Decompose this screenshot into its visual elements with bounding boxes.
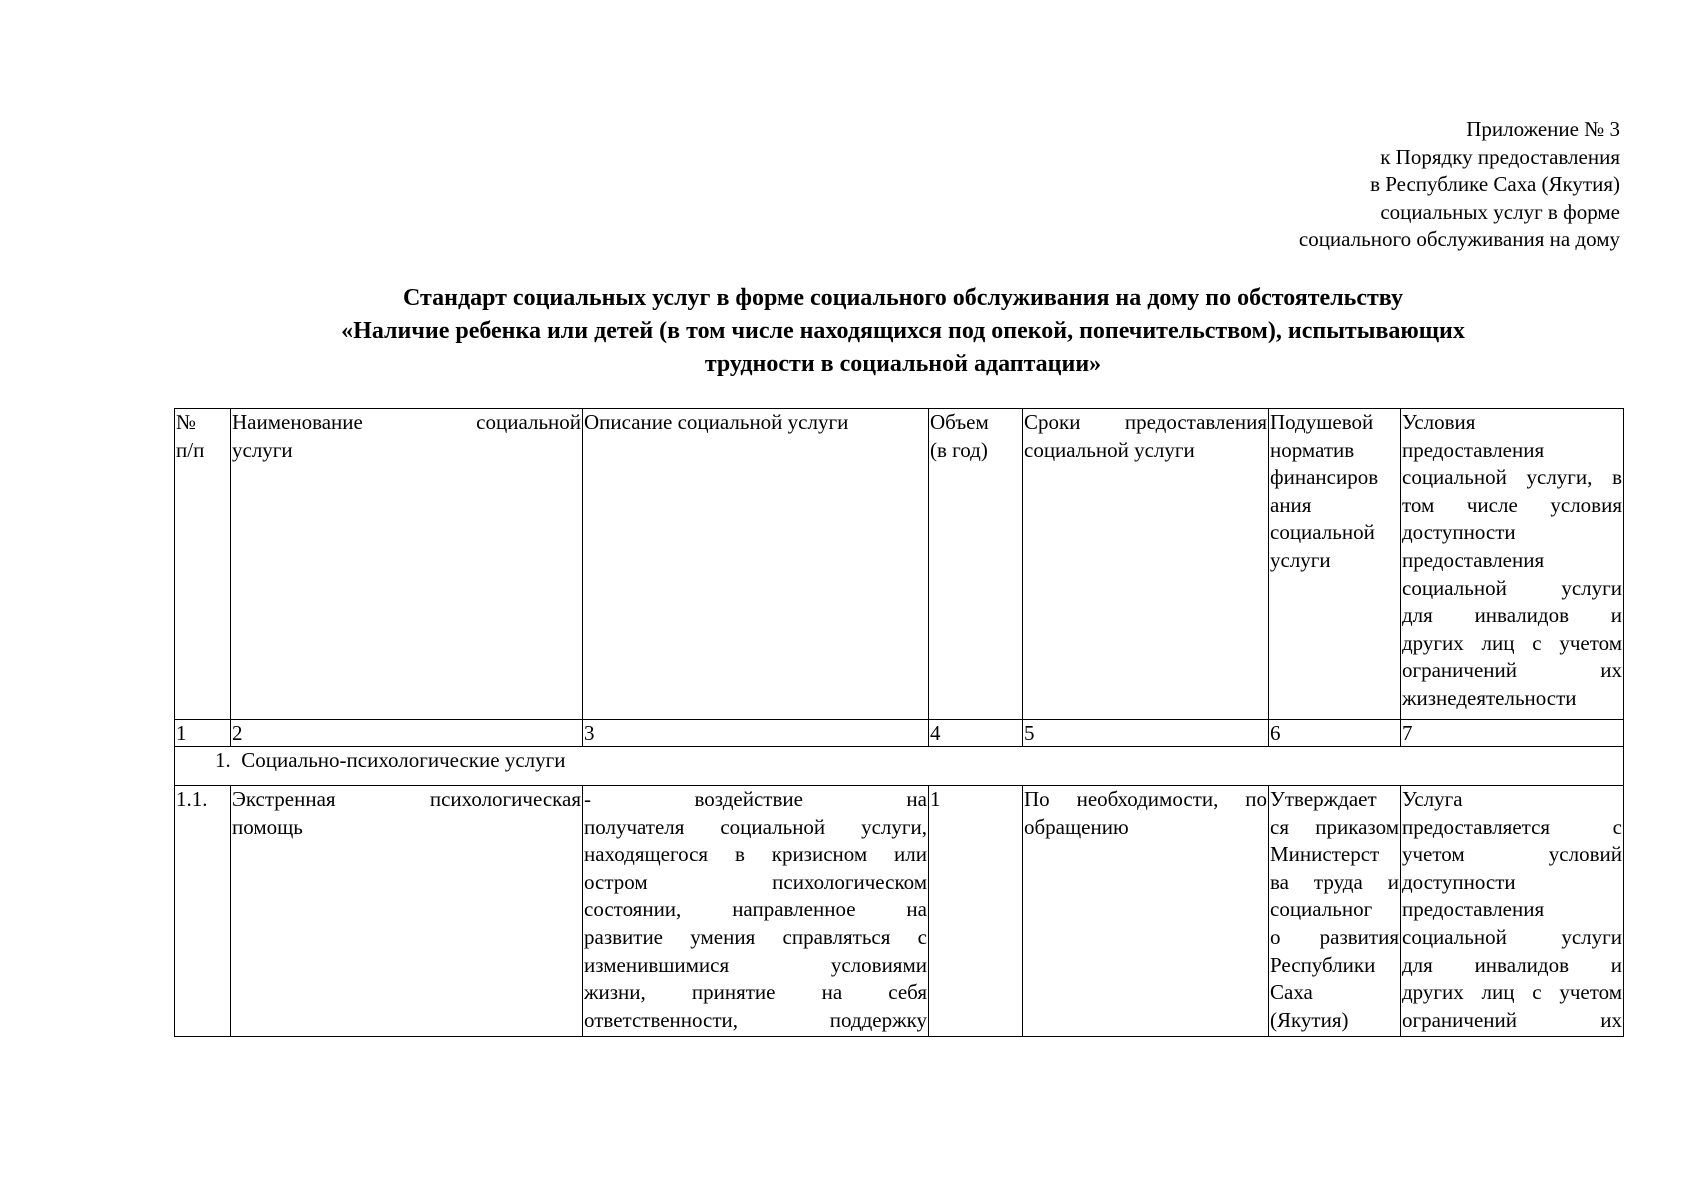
appendix-line: к Порядку предоставления xyxy=(1380,144,1620,169)
cell-text-line: Министерст xyxy=(1270,842,1380,867)
cell-text-line: предоставления xyxy=(1402,547,1545,572)
section-heading xyxy=(175,747,1624,786)
cell-text-line: доступности xyxy=(1402,520,1516,545)
header-normative xyxy=(1269,409,1401,720)
cell-text-line: Услуга xyxy=(1402,787,1463,811)
cell-text-line: о развития xyxy=(1270,924,1399,949)
column-number-row xyxy=(175,720,1624,747)
row-terms xyxy=(1023,786,1269,1037)
appendix-block xyxy=(1200,116,1620,254)
cell-text-line: обращению xyxy=(1024,814,1129,839)
cell-text-line: ограничений их xyxy=(1402,1007,1622,1032)
cell-text-line: Сроки предоставления xyxy=(1024,410,1267,434)
cell-text-line: Объем xyxy=(930,410,989,434)
cell-text-line: Подушевой xyxy=(1270,410,1374,434)
cell-text-line: для инвалидов и xyxy=(1402,952,1622,977)
header-name xyxy=(231,409,583,720)
section-title: Социально-психологические услуги xyxy=(241,748,566,772)
cell-text-line: жизни, принятие на себя xyxy=(584,980,927,1005)
header-volume xyxy=(929,409,1023,720)
standard-table xyxy=(174,408,1624,1037)
cell-text-line: ва труда и xyxy=(1270,869,1399,894)
cell-text-line: находящегося в кризисном или xyxy=(584,842,927,867)
cell-text-line: социальной услуги, в xyxy=(1402,465,1622,490)
cell-text-line: состоянии, направленное на xyxy=(584,897,927,922)
cell-text-line: норматив xyxy=(1270,437,1355,462)
cell-text-line: социальной xyxy=(1270,520,1375,545)
title-line: Стандарт социальных услуг в форме социального обслуживания на дому по обстоятельству xyxy=(403,285,1403,311)
cell-text-line: Саха xyxy=(1270,980,1313,1005)
cell-text-line: социальной услуги xyxy=(1024,437,1195,462)
cell-text-line: получателя социальной услуги, xyxy=(584,814,927,839)
table-row xyxy=(175,786,1624,1037)
cell-text-line: социальной услуги xyxy=(1402,575,1622,600)
section-row xyxy=(175,747,1624,786)
document-title xyxy=(180,282,1626,381)
column-number: 4 xyxy=(929,720,1023,747)
title-line: трудности в социальной адаптации» xyxy=(704,351,1102,377)
cell-text-line: социальной услуги xyxy=(1402,924,1622,949)
appendix-line: Приложение № 3 xyxy=(1466,117,1620,141)
column-number: 7 xyxy=(1401,720,1624,747)
cell-text-line: № xyxy=(176,410,197,434)
cell-text-line: предоставления xyxy=(1402,437,1545,462)
cell-text-line: финансиров xyxy=(1270,465,1379,490)
cell-text-line: услуги xyxy=(1270,547,1331,572)
cell-text-line: - воздействие на xyxy=(584,787,927,811)
cell-text-line: Республики xyxy=(1270,952,1376,977)
cell-text-line: (Якутия) xyxy=(1270,1007,1349,1032)
row-conditions xyxy=(1401,786,1624,1037)
header-row xyxy=(175,409,1624,720)
cell-text-line: остром психологическом xyxy=(584,869,927,894)
cell-text-line: (в год) xyxy=(930,437,988,462)
section-number: 1. xyxy=(215,748,231,772)
cell-text-line: социальног xyxy=(1270,897,1373,922)
appendix-line: в Республике Саха (Якутия) xyxy=(1370,172,1620,196)
header-terms xyxy=(1023,409,1269,720)
cell-text-line: п/п xyxy=(176,437,205,462)
cell-text-line: ания xyxy=(1270,492,1312,517)
column-number: 5 xyxy=(1023,720,1269,747)
cell-text-line: услуги xyxy=(232,437,293,462)
cell-text-line: учетом условий xyxy=(1402,842,1622,867)
cell-text-line: ся приказом xyxy=(1270,814,1399,839)
cell-text-line: предоставления xyxy=(1402,897,1545,922)
appendix-line: социальных услуг в форме xyxy=(1380,199,1620,224)
header-description xyxy=(583,409,929,720)
column-number: 3 xyxy=(583,720,929,747)
row-normative xyxy=(1269,786,1401,1037)
cell-text-line: По необходимости, по xyxy=(1024,787,1267,811)
cell-text-line: ограничений их xyxy=(1402,658,1622,683)
row-description xyxy=(583,786,929,1037)
column-number: 6 xyxy=(1269,720,1401,747)
cell-text-line: ответственности, поддержку xyxy=(584,1007,927,1032)
cell-text-line: Описание социальной услуги xyxy=(584,410,849,434)
cell-text-line: для инвалидов и xyxy=(1402,603,1622,628)
cell-text-line: других лиц с учетом xyxy=(1402,630,1622,655)
cell-text-line: других лиц с учетом xyxy=(1402,980,1622,1005)
column-number: 1 xyxy=(175,720,231,747)
row-name xyxy=(231,786,583,1037)
cell-text-line: помощь xyxy=(232,814,303,839)
cell-text-line: доступности xyxy=(1402,869,1516,894)
cell-text-line: Экстренная психологическая xyxy=(232,787,581,811)
cell-text-line: Наименование социальной xyxy=(232,410,581,434)
cell-text-line: Условия xyxy=(1402,410,1476,434)
header-num xyxy=(175,409,231,720)
row-volume: 1 xyxy=(929,786,1023,1037)
row-num: 1.1. xyxy=(175,786,231,1037)
cell-text-line: жизнедеятельности xyxy=(1402,685,1577,710)
cell-text-line: развитие умения справляться с xyxy=(584,924,927,949)
appendix-line: социального обслуживания на дому xyxy=(1298,227,1620,251)
column-number: 2 xyxy=(231,720,583,747)
cell-text-line: Утверждает xyxy=(1270,787,1377,811)
cell-text-line: том числе условия xyxy=(1402,492,1622,517)
header-conditions xyxy=(1401,409,1624,720)
cell-text-line: предоставляется с xyxy=(1402,814,1622,839)
cell-text-line: изменившимися условиями xyxy=(584,952,927,977)
title-line: «Наличие ребенка или детей (в том числе находящихся под опекой, попечительством), испытывающих xyxy=(341,318,1465,344)
